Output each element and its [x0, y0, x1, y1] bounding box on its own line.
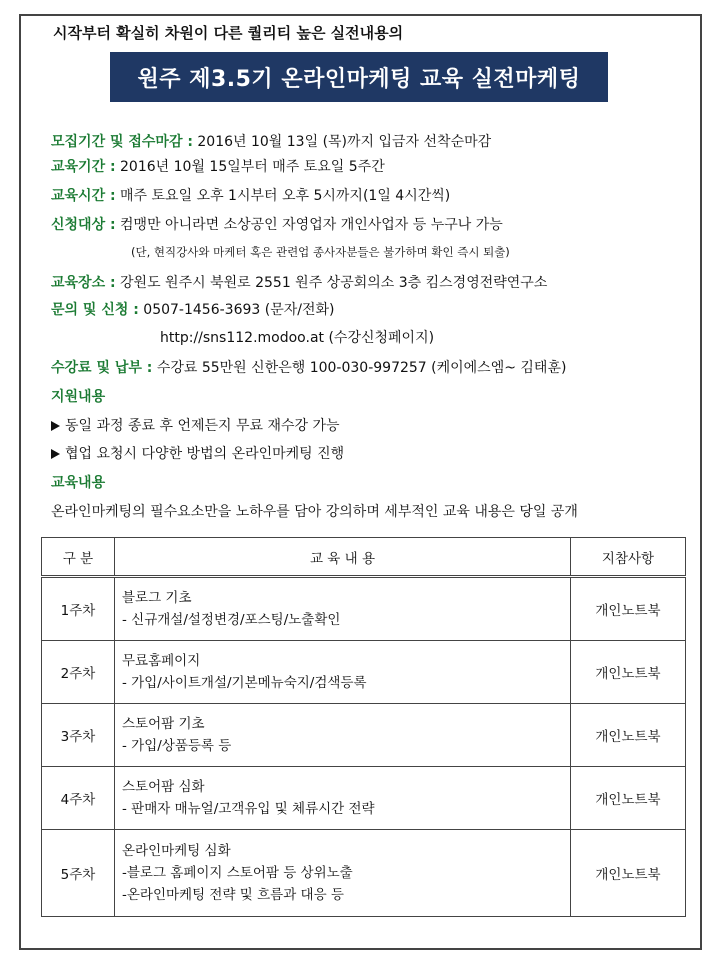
bring-cell: 개인노트북 — [571, 577, 686, 641]
recruit-label: 모집기간 및 접수마감 : — [51, 134, 193, 150]
time-label: 교육시간 : — [51, 188, 116, 204]
contact-value: 0507-1456-3693 (문자/전화) — [138, 302, 335, 318]
target-label: 신청대상 : — [51, 217, 116, 233]
place-value: 강원도 원주시 북원로 2551 원주 상공회의소 3층 킴스경영전략연구소 — [115, 275, 548, 291]
content-cell — [115, 641, 571, 704]
week-cell: 4주차 — [42, 767, 115, 830]
content-line: -블로그 홈페이지 스토어팜 등 상위노출 — [122, 865, 353, 881]
contact-line — [51, 299, 334, 319]
arrow-right-icon — [51, 421, 60, 431]
week-cell: 5주차 — [42, 830, 115, 917]
schedule-table — [41, 537, 686, 917]
content-line: - 가입/사이트개설/기본메뉴숙지/검색등록 — [122, 675, 367, 691]
table-row — [42, 577, 686, 641]
content-line: 블로그 기초 — [122, 590, 192, 606]
week-cell: 2주차 — [42, 641, 115, 704]
period-label: 교육기간 : — [51, 159, 116, 175]
support-item-1 — [51, 415, 340, 435]
content-line: - 가입/상품등록 등 — [122, 738, 232, 754]
content-cell — [115, 577, 571, 641]
bring-cell: 개인노트북 — [571, 830, 686, 917]
content-line: - 신규개설/설정변경/포스팅/노출확인 — [122, 612, 341, 628]
place-line — [51, 272, 547, 292]
contact-url: http://sns112.modoo.at (수강신청페이지) — [160, 330, 435, 346]
content-line: 무료홈페이지 — [122, 653, 201, 669]
content-cell — [115, 704, 571, 767]
content-line: - 판매자 매뉴얼/고객유입 및 체류시간 전략 — [122, 801, 375, 817]
content-line: 온라인마케팅 심화 — [122, 843, 231, 859]
fee-line — [51, 357, 566, 377]
header-content: 교 육 내 용 — [115, 538, 571, 577]
bring-cell: 개인노트북 — [571, 767, 686, 830]
page-title: 원주 제3.5기 온라인마케팅 교육 실전마케팅 — [137, 66, 581, 92]
target-line — [51, 214, 503, 234]
support-item-2 — [51, 443, 344, 463]
place-label: 교육장소 : — [51, 275, 116, 291]
table-row — [42, 641, 686, 704]
header-bring: 지참사항 — [571, 538, 686, 577]
subtitle: 시작부터 확실히 차원이 다른 퀄리티 높은 실전내용의 — [53, 24, 404, 42]
fee-value: 수강료 55만원 신한은행 100-030-997257 (케이에스엠~ 김태훈) — [152, 360, 567, 376]
recruit-line — [51, 131, 491, 151]
recruit-value: 2016년 10월 13일 (목)까지 입금자 선착순마감 — [192, 134, 492, 150]
table-row — [42, 704, 686, 767]
support-item-text: 동일 과정 종료 후 언제든지 무료 재수강 가능 — [65, 418, 340, 434]
education-heading: 교육내용 — [51, 475, 106, 491]
bring-cell: 개인노트북 — [571, 704, 686, 767]
header-week: 구 분 — [42, 538, 115, 577]
title-banner — [110, 52, 608, 102]
content-line: 스토어팜 심화 — [122, 779, 205, 795]
period-value: 2016년 10월 15일부터 매주 토요일 5주간 — [115, 159, 385, 175]
table-row — [42, 830, 686, 917]
education-desc: 온라인마케팅의 필수요소만을 노하우를 담아 강의하며 세부적인 교육 내용은 당일 공개 — [51, 504, 578, 520]
content-cell — [115, 830, 571, 917]
content-cell — [115, 767, 571, 830]
week-cell: 3주차 — [42, 704, 115, 767]
bring-cell: 개인노트북 — [571, 641, 686, 704]
arrow-right-icon — [51, 449, 60, 459]
week-cell: 1주차 — [42, 577, 115, 641]
content-line: -온라인마케팅 전략 및 흐름과 대응 등 — [122, 887, 344, 903]
support-item-text: 협업 요청시 다양한 방법의 온라인마케팅 진행 — [65, 446, 345, 462]
target-value: 컴맹만 아니라면 소상공인 자영업자 개인사업자 등 누구나 가능 — [115, 217, 503, 233]
target-note: (단, 현직강사와 마케터 혹은 관련업 종사자분들은 불가하며 확인 즉시 퇴출) — [131, 245, 510, 259]
content-line: 스토어팜 기초 — [122, 716, 205, 732]
time-line — [51, 185, 450, 205]
time-value: 매주 토요일 오후 1시부터 오후 5시까지(1일 4시간씩) — [115, 188, 451, 204]
contact-label: 문의 및 신청 : — [51, 302, 139, 318]
fee-label: 수강료 및 납부 : — [51, 360, 153, 376]
table-header-row — [42, 538, 686, 577]
support-heading: 지원내용 — [51, 389, 106, 405]
period-line — [51, 156, 385, 176]
table-row — [42, 767, 686, 830]
